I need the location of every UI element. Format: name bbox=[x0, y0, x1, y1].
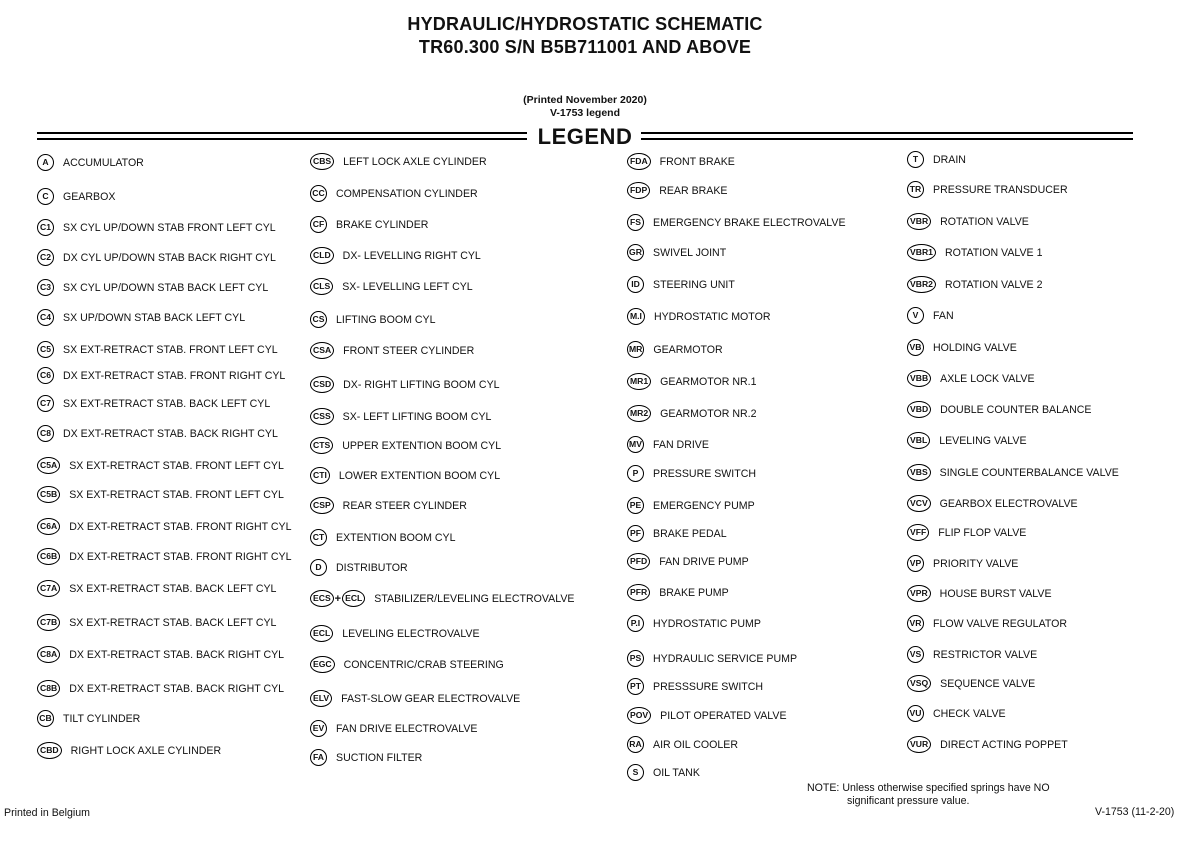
legend-item bbox=[310, 559, 408, 576]
legend-label: CHECK VALVE bbox=[933, 707, 1006, 720]
legend-symbol: VBS bbox=[907, 464, 931, 481]
legend-label: PRESSSURE SWITCH bbox=[653, 680, 764, 693]
document-reference: V-1753 (11-2-20) bbox=[1095, 806, 1175, 818]
legend-item bbox=[37, 457, 284, 474]
legend-symbol: PE bbox=[627, 497, 644, 514]
legend-item bbox=[310, 247, 481, 264]
legend-label: HYDRAULIC SERVICE PUMP bbox=[653, 652, 798, 665]
legend-item bbox=[907, 646, 1037, 663]
legend-label: GEARMOTOR NR.1 bbox=[660, 375, 757, 388]
legend-item bbox=[37, 486, 284, 503]
legend-symbol: CLD bbox=[310, 247, 334, 264]
legend-item bbox=[310, 720, 477, 737]
legend-label: CONCENTRIC/CRAB STEERING bbox=[343, 658, 504, 671]
legend-item bbox=[37, 219, 276, 236]
legend-label: FAN DRIVE ELECTROVALVE bbox=[336, 722, 478, 735]
legend-symbol: VBR2 bbox=[907, 276, 936, 293]
legend-label: LOWER EXTENTION BOOM CYL bbox=[338, 469, 501, 482]
legend-symbol: P.I bbox=[627, 615, 644, 632]
legend-symbol: MR2 bbox=[627, 405, 651, 422]
legend-symbol: VFF bbox=[907, 524, 929, 541]
legend-label: STABILIZER/LEVELING ELECTROVALVE bbox=[374, 592, 575, 605]
legend-symbol: FS bbox=[627, 214, 644, 231]
legend-symbol: C8B bbox=[37, 680, 60, 697]
legend-item bbox=[310, 153, 487, 170]
legend-item bbox=[37, 680, 284, 697]
legend-item bbox=[627, 153, 735, 170]
legend-item bbox=[627, 341, 723, 358]
legend-item bbox=[310, 497, 467, 514]
legend-symbol: CB bbox=[37, 710, 54, 727]
legend-item bbox=[37, 249, 276, 266]
legend-label: DX EXT-RETRACT STAB. BACK RIGHT CYL bbox=[63, 427, 278, 440]
legend-label: DOUBLE COUNTER BALANCE bbox=[940, 403, 1092, 416]
legend-item bbox=[37, 425, 278, 442]
legend-item bbox=[37, 646, 284, 663]
legend-symbol: MR bbox=[627, 341, 644, 358]
legend-label: DX EXT-RETRACT STAB. BACK RIGHT CYL bbox=[69, 648, 285, 661]
legend-item bbox=[37, 154, 144, 171]
legend-symbol: M.I bbox=[627, 308, 645, 325]
printed-in: Printed in Belgium bbox=[4, 807, 90, 819]
legend-label: FRONT STEER CYLINDER bbox=[343, 344, 475, 357]
legend-item bbox=[907, 307, 954, 324]
legend-rule-right-bottom bbox=[641, 138, 1133, 140]
legend-symbol: C5A bbox=[37, 457, 60, 474]
legend-label: SX EXT-RETRACT STAB. BACK LEFT CYL bbox=[69, 582, 277, 595]
legend-label: ROTATION VALVE bbox=[940, 215, 1029, 228]
legend-symbol: PF bbox=[627, 525, 644, 542]
legend-symbol: TR bbox=[907, 181, 924, 198]
legend-label: SWIVEL JOINT bbox=[653, 246, 727, 259]
legend-item bbox=[310, 529, 456, 546]
legend-label: HYDROSTATIC PUMP bbox=[653, 617, 761, 630]
legend-label: PRIORITY VALVE bbox=[933, 557, 1019, 570]
legend-item bbox=[907, 432, 1027, 449]
legend-symbol: CSS bbox=[310, 408, 334, 425]
legend-symbol: CLS bbox=[310, 278, 333, 295]
legend-symbol: A bbox=[37, 154, 54, 171]
legend-symbol: GR bbox=[627, 244, 644, 261]
legend-label: SX CYL UP/DOWN STAB FRONT LEFT CYL bbox=[63, 221, 276, 234]
legend-symbol: VBB bbox=[907, 370, 931, 387]
legend-label: SX UP/DOWN STAB BACK LEFT CYL bbox=[63, 311, 246, 324]
legend-item bbox=[627, 214, 846, 231]
legend-label: BRAKE PUMP bbox=[659, 586, 729, 599]
legend-symbol: C5 bbox=[37, 341, 54, 358]
legend-item bbox=[907, 151, 966, 168]
legend-label: LIFTING BOOM CYL bbox=[336, 313, 436, 326]
legend-item bbox=[907, 339, 1017, 356]
legend-label: COMPENSATION CYLINDER bbox=[336, 187, 478, 200]
legend-item bbox=[627, 764, 700, 781]
legend-label: DX- LEVELLING RIGHT CYL bbox=[342, 249, 481, 262]
legend-item bbox=[907, 370, 1035, 387]
legend-label: REAR STEER CYLINDER bbox=[342, 499, 467, 512]
legend-item bbox=[310, 690, 520, 707]
legend-item bbox=[37, 341, 278, 358]
plus-sign: + bbox=[334, 592, 342, 605]
legend-symbol: CF bbox=[310, 216, 327, 233]
legend-item bbox=[627, 525, 727, 542]
legend-item bbox=[627, 615, 761, 632]
legend-label: AXLE LOCK VALVE bbox=[940, 372, 1035, 385]
legend-item bbox=[627, 465, 756, 482]
legend-symbol: VBD bbox=[907, 401, 931, 418]
legend-item bbox=[907, 181, 1068, 198]
legend-symbol: PFR bbox=[627, 584, 650, 601]
legend-label: DX EXT-RETRACT STAB. FRONT RIGHT CYL bbox=[69, 550, 292, 563]
legend-label: AIR OIL COOLER bbox=[653, 738, 738, 751]
legend-symbol: CT bbox=[310, 529, 327, 546]
legend-symbol: CS bbox=[310, 311, 327, 328]
legend-item bbox=[310, 311, 435, 328]
legend-symbol: PT bbox=[627, 678, 644, 695]
legend-symbol: CBS bbox=[310, 153, 334, 170]
legend-label: FLOW VALVE REGULATOR bbox=[933, 617, 1068, 630]
note bbox=[807, 782, 1050, 808]
legend-label: FAN DRIVE PUMP bbox=[659, 555, 749, 568]
legend-label: HYDROSTATIC MOTOR bbox=[653, 310, 771, 323]
legend-label: GEARBOX bbox=[63, 190, 116, 203]
legend-label: SX EXT-RETRACT STAB. BACK LEFT CYL bbox=[69, 616, 277, 629]
legend-label: SINGLE COUNTERBALANCE VALVE bbox=[939, 466, 1119, 479]
legend-symbol: PFD bbox=[627, 553, 650, 570]
legend-symbol: C5B bbox=[37, 486, 60, 503]
legend-item bbox=[37, 367, 285, 384]
legend-label: BRAKE PEDAL bbox=[653, 527, 727, 540]
legend-symbol: C1 bbox=[37, 219, 54, 236]
legend-item bbox=[37, 580, 276, 597]
legend-rule-left-top bbox=[37, 132, 527, 134]
legend-symbol: ECL bbox=[310, 625, 333, 642]
legend-item bbox=[310, 342, 474, 359]
legend-item bbox=[907, 401, 1091, 418]
legend-symbol: CC bbox=[310, 185, 327, 202]
legend-symbol: EGC bbox=[310, 656, 335, 673]
legend-label: HOLDING VALVE bbox=[933, 341, 1017, 354]
legend-label: RIGHT LOCK AXLE CYLINDER bbox=[70, 744, 222, 757]
legend-item bbox=[627, 678, 763, 695]
legend-label: GEARMOTOR NR.2 bbox=[660, 407, 757, 420]
legend-item bbox=[627, 736, 738, 753]
legend-symbol: ECL bbox=[342, 590, 365, 607]
legend-symbol: C8 bbox=[37, 425, 54, 442]
legend-item bbox=[907, 736, 1068, 753]
legend-label: REAR BRAKE bbox=[659, 184, 728, 197]
legend-symbol: POV bbox=[627, 707, 651, 724]
legend-symbol: C7 bbox=[37, 395, 54, 412]
document-title-line-1: HYDRAULIC/HYDROSTATIC SCHEMATIC bbox=[407, 14, 763, 34]
legend-label: SX CYL UP/DOWN STAB BACK LEFT CYL bbox=[63, 281, 269, 294]
legend-symbol: C6B bbox=[37, 548, 60, 565]
note-line-1: NOTE: Unless otherwise specified springs have NO bbox=[807, 782, 1050, 794]
legend-label: DX EXT-RETRACT STAB. BACK RIGHT CYL bbox=[69, 682, 285, 695]
legend-symbol: CTI bbox=[310, 467, 330, 484]
legend-label: EMERGENCY PUMP bbox=[653, 499, 755, 512]
legend-label: TILT CYLINDER bbox=[63, 712, 141, 725]
legend-label: UPPER EXTENTION BOOM CYL bbox=[342, 439, 502, 452]
legend-symbol: CTS bbox=[310, 437, 333, 454]
legend-symbol: VB bbox=[907, 339, 924, 356]
legend-label: GEARMOTOR bbox=[653, 343, 723, 356]
legend-symbol: VSQ bbox=[907, 675, 931, 692]
legend-item bbox=[627, 497, 755, 514]
legend-symbol: C6A bbox=[37, 518, 60, 535]
legend-label: PRESSURE SWITCH bbox=[653, 467, 757, 480]
legend-item bbox=[37, 309, 245, 326]
legend-symbol: C6 bbox=[37, 367, 54, 384]
legend-item bbox=[37, 279, 268, 296]
legend-symbol: C bbox=[37, 188, 54, 205]
legend-label: DIRECT ACTING POPPET bbox=[940, 738, 1068, 751]
legend-item bbox=[37, 614, 276, 631]
legend-label: DRAIN bbox=[933, 153, 966, 166]
legend-item bbox=[627, 436, 709, 453]
legend-item bbox=[37, 395, 270, 412]
legend-symbol: S bbox=[627, 764, 644, 781]
legend-item bbox=[627, 308, 770, 325]
legend-label: ROTATION VALVE 2 bbox=[944, 278, 1043, 291]
legend-label: EMERGENCY BRAKE ELECTROVALVE bbox=[653, 216, 846, 229]
legend-item bbox=[627, 707, 787, 724]
note-line-2: significant pressure value. bbox=[847, 795, 970, 807]
legend-symbol: ELV bbox=[310, 690, 332, 707]
legend-item bbox=[310, 467, 500, 484]
legend-label: DX- RIGHT LIFTING BOOM CYL bbox=[343, 378, 500, 391]
legend-label: RESTRICTOR VALVE bbox=[933, 648, 1038, 661]
legend-symbol: MV bbox=[627, 436, 644, 453]
legend-symbol: ECS bbox=[310, 590, 334, 607]
legend-symbol: VS bbox=[907, 646, 924, 663]
legend-symbol: RA bbox=[627, 736, 644, 753]
legend-label: PRESSURE TRANSDUCER bbox=[933, 183, 1068, 196]
legend-item bbox=[37, 742, 221, 759]
legend-rule-right-top bbox=[641, 132, 1133, 134]
legend-item bbox=[627, 182, 727, 199]
legend-item bbox=[37, 518, 292, 535]
legend-label: EXTENTION BOOM CYL bbox=[336, 531, 456, 544]
legend-item bbox=[310, 749, 422, 766]
legend-item bbox=[907, 244, 1042, 261]
legend-label: BRAKE CYLINDER bbox=[336, 218, 429, 231]
legend-symbol: CSD bbox=[310, 376, 334, 393]
legend-item bbox=[907, 555, 1018, 572]
legend-symbol: V bbox=[907, 307, 924, 324]
legend-item bbox=[310, 590, 574, 607]
legend-symbol: ID bbox=[627, 276, 644, 293]
legend-item bbox=[310, 625, 480, 642]
legend-item bbox=[310, 437, 501, 454]
legend-label: LEFT LOCK AXLE CYLINDER bbox=[343, 155, 487, 168]
legend-item bbox=[627, 244, 726, 261]
legend-item bbox=[37, 188, 115, 205]
legend-symbol: C4 bbox=[37, 309, 54, 326]
legend-item bbox=[627, 405, 757, 422]
legend-label: SX EXT-RETRACT STAB. FRONT LEFT CYL bbox=[63, 343, 278, 356]
legend-label: OIL TANK bbox=[653, 766, 700, 779]
legend-item bbox=[627, 584, 729, 601]
legend-label: HOUSE BURST VALVE bbox=[939, 587, 1052, 600]
legend-item bbox=[907, 615, 1067, 632]
document-title-line-2: TR60.300 S/N B5B711001 AND ABOVE bbox=[418, 37, 752, 57]
legend-item bbox=[37, 710, 140, 727]
legend-label: GEARBOX ELECTROVALVE bbox=[939, 497, 1078, 510]
legend-symbol: VR bbox=[907, 615, 924, 632]
legend-label: DISTRIBUTOR bbox=[336, 561, 408, 574]
legend-symbol: D bbox=[310, 559, 327, 576]
legend-symbol: VCV bbox=[907, 495, 931, 512]
legend-item bbox=[310, 278, 473, 295]
legend-item bbox=[907, 213, 1029, 230]
legend-label: LEVELING VALVE bbox=[939, 434, 1027, 447]
legend-symbol: FDP bbox=[627, 182, 650, 199]
legend-symbol: C2 bbox=[37, 249, 54, 266]
legend-label: DX CYL UP/DOWN STAB BACK RIGHT CYL bbox=[63, 251, 276, 264]
legend-symbol: C8A bbox=[37, 646, 60, 663]
legend-label: SX EXT-RETRACT STAB. FRONT LEFT CYL bbox=[69, 459, 284, 472]
legend-item bbox=[907, 705, 1006, 722]
legend-item bbox=[310, 185, 478, 202]
legend-label: ROTATION VALVE 1 bbox=[944, 246, 1043, 259]
legend-item bbox=[627, 373, 757, 390]
legend-label: DX EXT-RETRACT STAB. FRONT RIGHT CYL bbox=[69, 520, 292, 533]
legend-heading: LEGEND bbox=[537, 124, 633, 149]
legend-label: FRONT BRAKE bbox=[659, 155, 735, 168]
legend-item bbox=[627, 276, 735, 293]
legend-item bbox=[310, 216, 428, 233]
legend-label: SX EXT-RETRACT STAB. BACK LEFT CYL bbox=[63, 397, 271, 410]
legend-symbol: VP bbox=[907, 555, 924, 572]
legend-symbol: EV bbox=[310, 720, 327, 737]
legend-label: SX- LEFT LIFTING BOOM CYL bbox=[342, 410, 492, 423]
legend-symbol: VBR bbox=[907, 213, 931, 230]
legend-label: FAST-SLOW GEAR ELECTROVALVE bbox=[341, 692, 521, 705]
legend-label: SUCTION FILTER bbox=[336, 751, 423, 764]
legend-item bbox=[907, 675, 1035, 692]
legend-item bbox=[627, 553, 749, 570]
legend-rule-left-bottom bbox=[37, 138, 527, 140]
legend-symbol: CBD bbox=[37, 742, 62, 759]
legend-item bbox=[310, 656, 504, 673]
legend-symbol: CSA bbox=[310, 342, 334, 359]
legend-label: LEVELING ELECTROVALVE bbox=[342, 627, 480, 640]
legend-label: SEQUENCE VALVE bbox=[940, 677, 1036, 690]
legend-symbol: VU bbox=[907, 705, 924, 722]
legend-symbol: FDA bbox=[627, 153, 651, 170]
legend-label: STEERING UNIT bbox=[653, 278, 735, 291]
legend-item bbox=[907, 464, 1119, 481]
printed-date: (Printed November 2020) bbox=[523, 94, 647, 106]
legend-symbol: VBL bbox=[907, 432, 930, 449]
legend-symbol: PS bbox=[627, 650, 644, 667]
legend-label: FAN bbox=[933, 309, 954, 322]
legend-symbol: FA bbox=[310, 749, 327, 766]
legend-symbol: MR1 bbox=[627, 373, 651, 390]
legend-item bbox=[627, 650, 797, 667]
legend-symbol: CSP bbox=[310, 497, 334, 514]
legend-label: PILOT OPERATED VALVE bbox=[660, 709, 787, 722]
legend-label: DX EXT-RETRACT STAB. FRONT RIGHT CYL bbox=[63, 369, 286, 382]
legend-symbol: C7B bbox=[37, 614, 60, 631]
legend-label: ACCUMULATOR bbox=[63, 156, 144, 169]
legend-label: SX- LEVELLING LEFT CYL bbox=[342, 280, 473, 293]
legend-reference: V-1753 legend bbox=[549, 107, 621, 119]
legend-item bbox=[37, 548, 292, 565]
legend-symbol: T bbox=[907, 151, 924, 168]
legend-item bbox=[907, 276, 1042, 293]
legend-item bbox=[907, 524, 1026, 541]
legend-label: FLIP FLOP VALVE bbox=[938, 526, 1027, 539]
legend-symbol: VPR bbox=[907, 585, 931, 602]
legend-label: FAN DRIVE bbox=[653, 438, 709, 451]
legend-item bbox=[310, 408, 491, 425]
legend-item bbox=[907, 495, 1078, 512]
legend-symbol: P bbox=[627, 465, 644, 482]
legend-symbol: C7A bbox=[37, 580, 60, 597]
legend-symbol: VUR bbox=[907, 736, 931, 753]
legend-symbol: C3 bbox=[37, 279, 54, 296]
legend-item bbox=[310, 376, 500, 393]
legend-label: SX EXT-RETRACT STAB. FRONT LEFT CYL bbox=[69, 488, 284, 501]
legend-symbol: VBR1 bbox=[907, 244, 936, 261]
legend-item bbox=[907, 585, 1052, 602]
